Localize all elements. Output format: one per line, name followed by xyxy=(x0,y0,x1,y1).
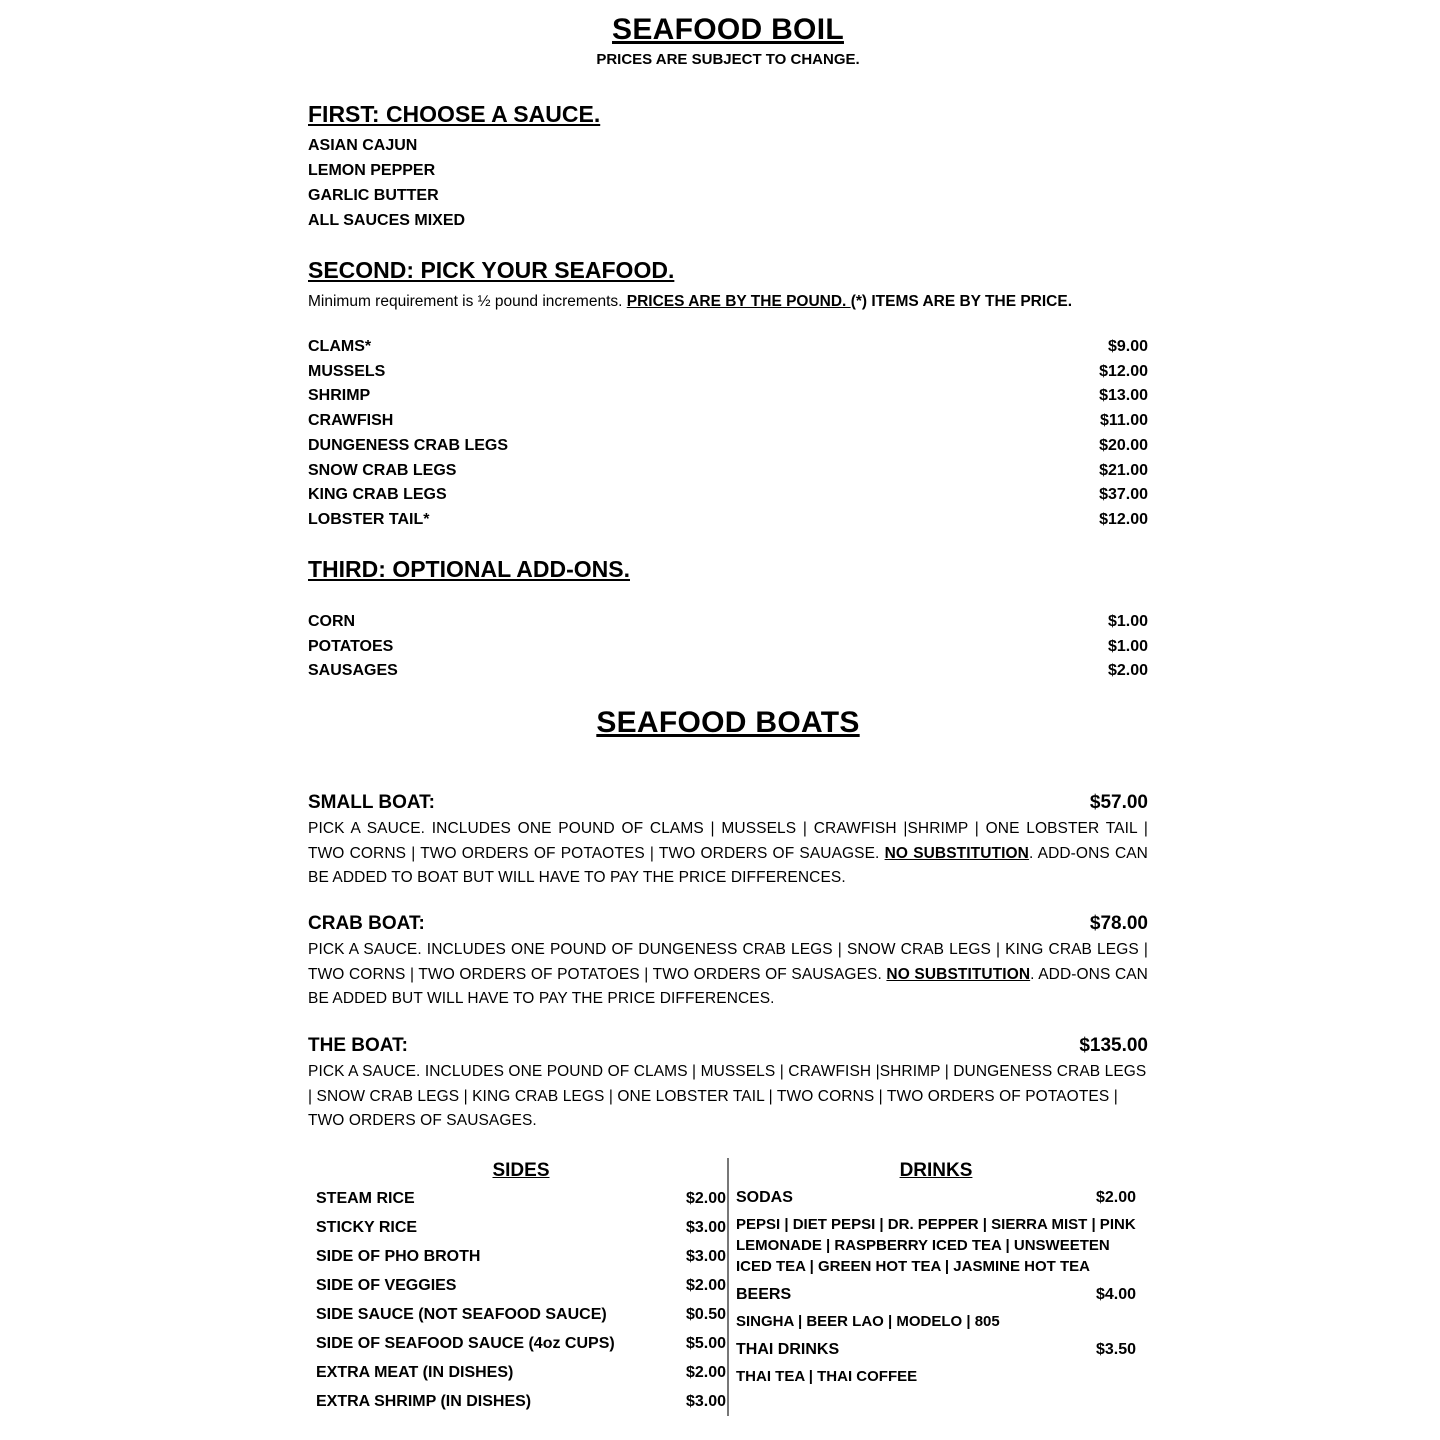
drinks-title: DRINKS xyxy=(899,1160,973,1181)
item-name: LOBSTER TAIL* xyxy=(308,510,430,528)
boat-name: SMALL BOAT: xyxy=(308,792,436,813)
drink-group-name: THAI DRINKS xyxy=(736,1341,840,1358)
item-price: $37.00 xyxy=(1099,486,1148,504)
item-price: $2.00 xyxy=(1107,662,1148,680)
boat-card-crab xyxy=(308,913,1148,1012)
item-name: SIDE OF SEAFOOD SAUCE (4oz CUPS) xyxy=(316,1335,615,1352)
seafood-list xyxy=(308,335,1148,533)
item-price: $3.00 xyxy=(685,1219,726,1236)
item-name: POTATOES xyxy=(308,637,394,655)
sides-column xyxy=(316,1158,726,1416)
item-name: SIDE OF VEGGIES xyxy=(316,1277,457,1294)
item-name: EXTRA MEAT (IN DISHES) xyxy=(316,1364,514,1381)
sides-drinks-section xyxy=(308,1158,1148,1418)
item-price: $20.00 xyxy=(1099,436,1148,454)
sauce-item: ASIAN CAJUN xyxy=(308,137,418,154)
seafood-note xyxy=(308,290,1148,314)
list-item xyxy=(316,1300,726,1329)
item-name: SIDE OF PHO BROTH xyxy=(316,1248,481,1265)
item-price: $5.00 xyxy=(685,1335,726,1352)
drink-group-name: SODAS xyxy=(736,1189,793,1206)
drink-group-header xyxy=(736,1184,1136,1212)
boat-desc-text: PICK A SAUCE. INCLUDES ONE POUND OF DUNGENESS CRAB LEGS | SNOW CRAB LEGS | KING CRAB LEGS | TWO CORNS | TWO ORDERS OF POTATOES | TWO ORDERS OF SAUSAGES. xyxy=(308,941,1148,983)
sauce-heading: FIRST: CHOOSE A SAUCE. xyxy=(308,101,601,127)
no-substitution-label: NO SUBSTITUTION xyxy=(886,965,1031,983)
item-price: $3.00 xyxy=(685,1393,726,1410)
item-name: STICKY RICE xyxy=(316,1219,418,1236)
item-price: $1.00 xyxy=(1107,613,1148,630)
item-price: $11.00 xyxy=(1099,412,1148,430)
seafood-note-underlined: PRICES ARE BY THE POUND. xyxy=(626,293,851,310)
boat-description xyxy=(308,938,1148,1012)
list-item xyxy=(308,459,1148,484)
list-item xyxy=(316,1213,726,1242)
page-title: SEAFOOD BOIL xyxy=(612,13,844,46)
list-item xyxy=(308,434,1148,459)
item-name: SHRIMP xyxy=(308,387,371,405)
addons-heading: THIRD: OPTIONAL ADD-ONS. xyxy=(308,556,630,582)
addons-list xyxy=(308,610,1148,684)
drink-options: THAI TEA | THAI COFFEE xyxy=(736,1368,918,1385)
list-item xyxy=(316,1271,726,1300)
item-price: $13.00 xyxy=(1099,387,1148,405)
item-name: CRAWFISH xyxy=(308,412,394,430)
seafood-heading: SECOND: PICK YOUR SEAFOOD. xyxy=(308,257,675,283)
list-item xyxy=(316,1329,726,1358)
sauce-item: ALL SAUCES MIXED xyxy=(308,212,466,229)
item-name: STEAM RICE xyxy=(316,1190,415,1207)
drink-group-price: $3.50 xyxy=(1095,1341,1136,1358)
item-name: CLAMS* xyxy=(308,338,372,355)
boat-card-the-boat xyxy=(308,1035,1148,1134)
list-item xyxy=(308,610,1148,635)
item-price: $21.00 xyxy=(1099,461,1148,479)
item-name: SAUSAGES xyxy=(308,662,398,680)
boat-header xyxy=(308,792,1148,814)
drink-group-header xyxy=(736,1281,1136,1309)
drinks-column xyxy=(736,1158,1136,1391)
seafood-note-bold: (*) ITEMS ARE BY THE PRICE. xyxy=(850,293,1073,310)
seafood-note-plain: Minimum requirement is ½ pound increments. xyxy=(308,293,627,310)
sauce-list xyxy=(308,133,465,233)
drink-group-price: $2.00 xyxy=(1095,1189,1136,1206)
boat-header xyxy=(308,1035,1148,1057)
item-price: $3.00 xyxy=(685,1248,726,1265)
item-price: $2.00 xyxy=(685,1364,726,1381)
boat-desc-text: . ADD-ONS CAN BE ADDED TO BOAT BUT WILL HAVE TO PAY THE PRICE DIFFERENCES. xyxy=(308,844,1148,887)
boat-price: $78.00 xyxy=(1089,913,1148,934)
item-name: SIDE SAUCE (NOT SEAFOOD SAUCE) xyxy=(316,1306,607,1323)
list-item xyxy=(308,483,1148,508)
sides-title: SIDES xyxy=(492,1160,550,1181)
boat-card-small xyxy=(308,792,1148,891)
no-substitution-label: NO SUBSTITUTION xyxy=(884,844,1029,862)
column-divider xyxy=(727,1158,729,1416)
page-subtitle: PRICES ARE SUBJECT TO CHANGE. xyxy=(596,51,860,68)
boat-name: THE BOAT: xyxy=(308,1035,408,1056)
list-item xyxy=(316,1387,726,1416)
item-price: $12.00 xyxy=(1099,362,1148,380)
item-name: SNOW CRAB LEGS xyxy=(308,461,457,479)
boat-description xyxy=(308,1060,1148,1134)
item-price: $1.00 xyxy=(1107,637,1148,655)
boat-header xyxy=(308,913,1148,935)
sauce-item: GARLIC BUTTER xyxy=(308,187,439,204)
list-item xyxy=(316,1242,726,1271)
list-item xyxy=(308,384,1148,409)
list-item xyxy=(308,659,1148,684)
item-name: MUSSELS xyxy=(308,362,386,380)
item-name: KING CRAB LEGS xyxy=(308,486,447,504)
boats-title: SEAFOOD BOATS xyxy=(596,706,860,739)
item-price: $9.00 xyxy=(1107,338,1148,355)
boat-desc-text: . ADD-ONS CAN BE ADDED BUT WILL HAVE TO PAY THE PRICE DIFFERENCES. xyxy=(308,965,1148,1008)
item-price: $2.00 xyxy=(685,1190,726,1207)
boat-name: CRAB BOAT: xyxy=(308,913,425,934)
drink-group-price: $4.00 xyxy=(1095,1286,1136,1303)
item-name: DUNGENESS CRAB LEGS xyxy=(308,436,509,454)
list-item xyxy=(308,635,1148,660)
list-item xyxy=(308,360,1148,385)
drink-group-name: BEERS xyxy=(736,1286,792,1303)
list-item xyxy=(308,335,1148,360)
drink-group-header xyxy=(736,1336,1136,1364)
list-item xyxy=(316,1184,726,1213)
boat-price: $135.00 xyxy=(1079,1035,1148,1056)
list-item xyxy=(308,409,1148,434)
item-name: EXTRA SHRIMP (IN DISHES) xyxy=(316,1393,532,1410)
list-item xyxy=(308,508,1148,533)
boat-desc-text: PICK A SAUCE. INCLUDES ONE POUND OF CLAMS | MUSSELS | CRAWFISH |SHRIMP | DUNGENESS CRAB LEGS | SNOW CRAB LEGS | KING CRAB LEGS | ONE LOBSTER TAIL | TWO CORNS | TWO ORDERS OF POTAOTES | TWO ORDERS OF SAUSAGES. xyxy=(308,1063,1147,1130)
drink-options: PEPSI | DIET PEPSI | DR. PEPPER | SIERRA MIST | PINK LEMONADE | RASPBERRY ICED TEA | UNSWEETEN ICED TEA | GREEN HOT TEA | JASMINE HOT TEA xyxy=(736,1216,1136,1275)
sauce-item: LEMON PEPPER xyxy=(308,162,436,179)
item-price: $2.00 xyxy=(685,1277,726,1294)
boat-price: $57.00 xyxy=(1089,792,1148,813)
item-price: $0.50 xyxy=(685,1306,726,1323)
item-price: $12.00 xyxy=(1099,510,1148,528)
drink-options: SINGHA | BEER LAO | MODELO | 805 xyxy=(736,1313,1000,1330)
boat-desc-text: PICK A SAUCE. INCLUDES ONE POUND OF CLAMS | MUSSELS | CRAWFISH |SHRIMP | ONE LOBSTER TAIL | TWO CORNS | TWO ORDERS OF POTAOTES | TWO ORDERS OF SAUAGSE. xyxy=(308,820,1148,862)
list-item xyxy=(316,1358,726,1387)
boat-description xyxy=(308,817,1148,891)
item-name: CORN xyxy=(308,613,356,630)
